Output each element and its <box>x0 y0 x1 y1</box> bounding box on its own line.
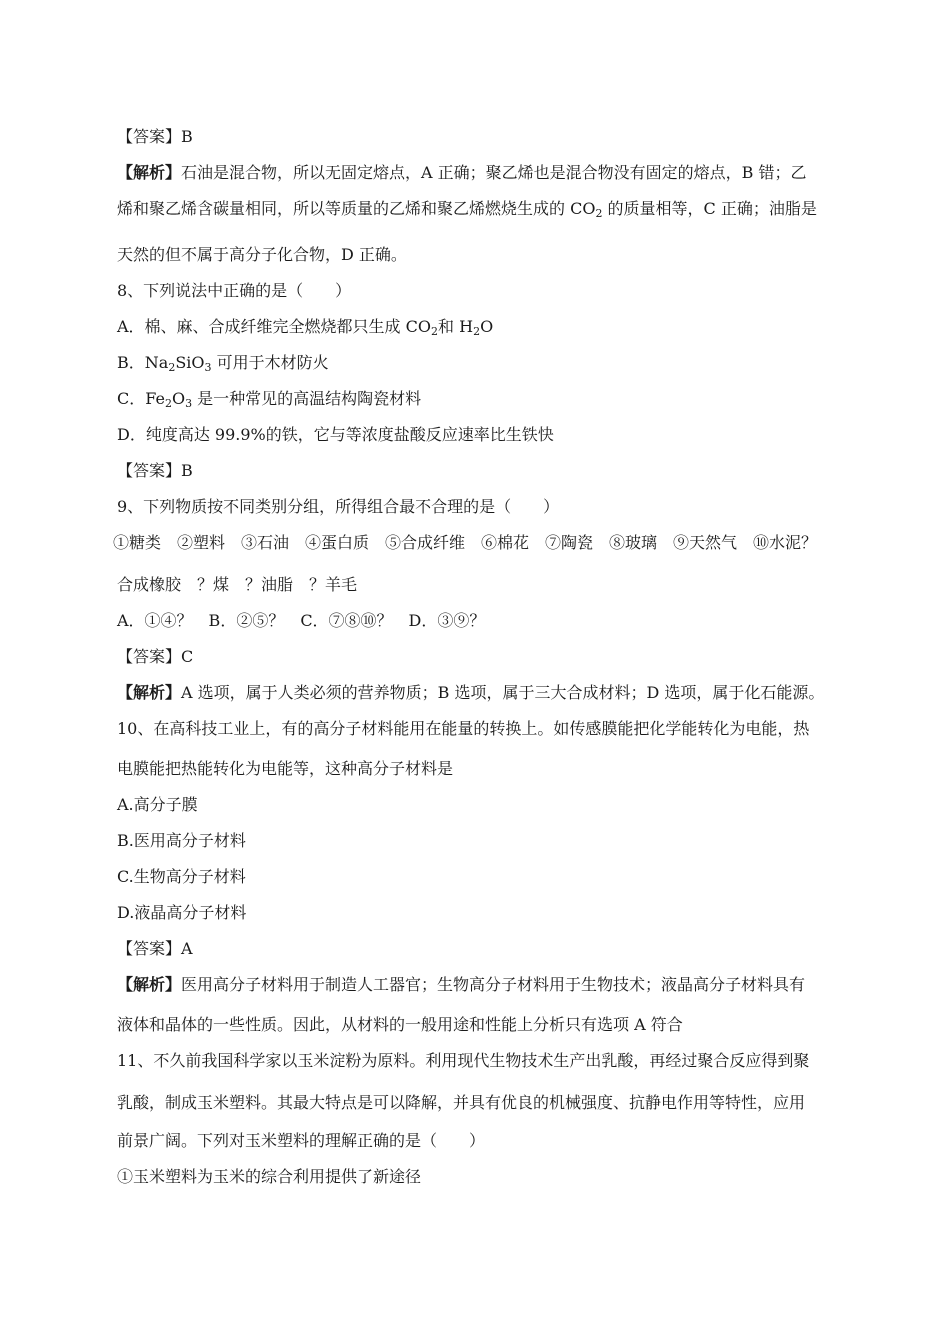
analysis-paragraph <box>117 162 840 184</box>
question-10: 10、在高科技工业上，有的高分子材料能用在能量的转换上。如传感膜能把化学能转化为电能，热 <box>117 719 810 738</box>
text-segment: 可用于木材防火 <box>211 353 329 372</box>
analysis-paragraph <box>117 974 840 996</box>
text-segment: A．棉、麻、合成纤维完全燃烧都只生成 CO <box>117 317 432 336</box>
subscript: 2 <box>473 325 481 338</box>
option-a: A.高分子膜 <box>117 795 198 814</box>
analysis-text-line <box>117 198 840 220</box>
text-segment: O <box>480 317 494 336</box>
question-11: 11、不久前我国科学家以玉米淀粉为原料。利用现代生物技术生产出乳酸，再经过聚合反应得到聚 <box>117 1051 810 1070</box>
question-10-continued: 电膜能把热能转化为电能等，这种高分子材料是 <box>117 759 454 778</box>
text-segment: 和 H <box>438 317 474 336</box>
question-11-continued: 前景广阔。下列对玉米塑料的理解正确的是（ ） <box>117 1131 486 1150</box>
option-c: C.生物高分子材料 <box>117 867 246 886</box>
question-8: 8、下列说法中正确的是（ ） <box>117 281 352 300</box>
answer-label: 【答案】C <box>117 647 194 666</box>
analysis-text-line: 液体和晶体的一些性质。因此，从材料的一般用途和性能上分析只有选项 A 符合 <box>117 1015 683 1034</box>
analysis-text-line: 天然的但不属于高分子化合物，D 正确。 <box>117 245 407 264</box>
item-list-continued: 合成橡胶 ？煤 ？油脂 ？羊毛 <box>117 575 358 594</box>
subscript: 2 <box>595 207 603 220</box>
option-b <box>117 352 840 374</box>
analysis-text: 医用高分子材料用于制造人工器官；生物高分子材料用于生物技术；液晶高分子材料具有 <box>181 975 806 994</box>
question-11-continued: 乳酸，制成玉米塑料。其最大特点是可以降解，并具有优良的机械强度、抗静电作用等特性，应用 <box>117 1093 806 1112</box>
subscript: 3 <box>204 361 212 374</box>
option-d: D.液晶高分子材料 <box>117 903 247 922</box>
option-a <box>117 316 840 338</box>
subscript: 2 <box>168 361 176 374</box>
text-segment: O <box>171 389 186 408</box>
answer-label: 【答案】B <box>117 461 193 480</box>
text-segment: 是一种常见的高温结构陶瓷材料 <box>192 389 422 408</box>
text-segment: 的质量相等，C 正确；油脂是 <box>602 199 817 218</box>
analysis-paragraph <box>117 682 840 704</box>
item-list: ①糖类 ②塑料 ③石油 ④蛋白质 ⑤合成纤维 ⑥棉花 ⑦陶瓷 ⑧玻璃 ⑨天然气 ⑩水泥？ <box>113 533 818 552</box>
subscript: 2 <box>164 397 172 410</box>
text-segment: B．Na <box>117 353 169 372</box>
analysis-text: 石油是混合物，所以无固定熔点，A 正确；聚乙烯也是混合物没有固定的熔点，B 错；乙 <box>181 163 807 182</box>
answer-label: 【答案】A <box>117 939 193 958</box>
analysis-text: A 选项，属于人类必须的营养物质；B 选项，属于三大合成材料；D 选项，属于化石能源。 <box>181 683 825 702</box>
option-c <box>117 388 840 410</box>
analysis-label: 【解析】 <box>117 163 182 182</box>
analysis-label: 【解析】 <box>117 975 182 994</box>
subscript: 2 <box>431 325 439 338</box>
text-segment: 烯和聚乙烯含碳量相同，所以等质量的乙烯和聚乙烯燃烧生成的 CO <box>117 199 596 218</box>
answer-label: 【答案】B <box>117 127 193 146</box>
subscript: 3 <box>185 397 193 410</box>
statement-1: ①玉米塑料为玉米的综合利用提供了新途径 <box>117 1167 422 1186</box>
text-segment: SiO <box>175 353 205 372</box>
analysis-label: 【解析】 <box>117 683 182 702</box>
options-row: A．①④？ B．②⑤？ C．⑦⑧⑩？ D．③⑨？ <box>117 611 486 630</box>
text-segment: C．Fe <box>117 389 165 408</box>
option-b: B.医用高分子材料 <box>117 831 246 850</box>
question-9: 9、下列物质按不同类别分组，所得组合最不合理的是（ ） <box>117 497 560 516</box>
option-d: D．纯度高达 99.9%的铁，它与等浓度盐酸反应速率比生铁快 <box>117 425 554 444</box>
